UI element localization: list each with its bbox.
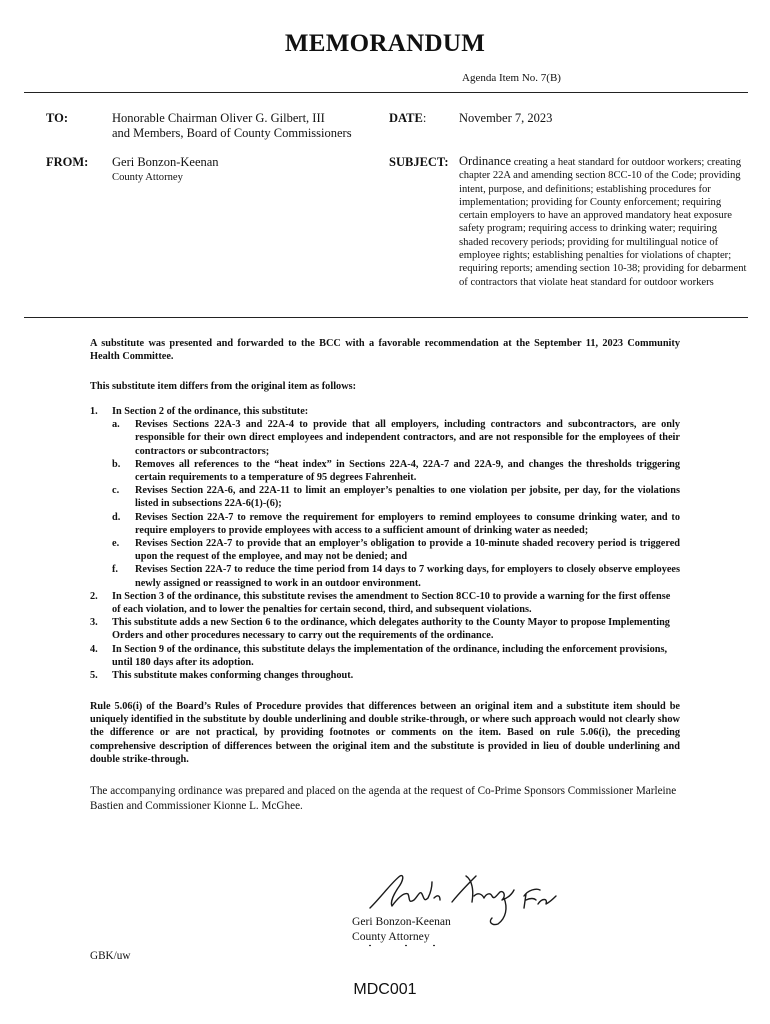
to-line-2: and Members, Board of County Commissioners [112,126,352,140]
header-divider [24,92,748,93]
from-name: Geri Bonzon-Keenan [112,155,219,169]
sub-item-text: Revises Section 22A-7 to provide that an employer’s obligation to provide a 10-minute shaded recovery period is triggered upon the request of the employee, and may not be denied; and [135,538,680,563]
date-label [389,111,426,126]
sub-item-text: Revises Sections 22A-3 and 22A-4 to provide that all employers, including contractors and subcontractors, are only responsible for their own direct employees and independent contractors, and are not responsible for the employees of their contractors or subcontractors; [135,419,680,457]
document-id: MDC001 [353,981,417,998]
typist-initials: GBK/uw [90,950,131,962]
list-item-number: 1. [90,406,98,417]
from-label: FROM: [46,155,89,169]
sub-item-letter: a. [112,419,120,431]
list-item [90,669,680,682]
sub-list-item [112,563,680,589]
date-label-colon: : [422,111,427,125]
subject-rest: creating a heat standard for outdoor workers; creating chapter 22A and amending section 8CC-10 of the Code; providing intent, purpose, and definitions; establishing procedures for implementation; providing for County enforcement; requiring certain employers to have an approved mandatory heat exposure safety program; requiring access to drinking water; requiring shaded recovery periods; providing for multilingual notice of employee rights; establishing penalties for violations of chapter; requiring reports; amending section 10-38; providing for debarment of contractors that violate heat standard for outdoor workers [459,157,747,288]
intro-paragraph: A substitute was presented and forwarded to the BCC with a favorable recommendation at the September 11, 2023 Community Health Committee. [90,338,680,363]
list-item-text: In Section 2 of the ordinance, this substitute: [112,406,309,417]
to-line-1: Honorable Chairman Oliver G. Gilbert, III [112,111,325,125]
date-label-text: DATE [389,111,423,125]
differences-heading: This substitute item differs from the original item as follows: [90,381,357,392]
to-label: TO: [46,111,68,125]
sub-list [112,418,680,590]
sub-item-letter: d. [112,511,121,523]
sub-list-item [112,484,680,510]
list-item [90,616,680,642]
differences-list [90,405,680,682]
sub-item-letter: e. [112,538,120,550]
list-item [90,405,680,590]
sub-item-letter: b. [112,458,121,470]
agenda-item-number: Agenda Item No. 7(B) [462,72,561,84]
subject-label: SUBJECT: [389,155,449,169]
sponsor-paragraph: The accompanying ordinance was prepared and placed on the agenda at the request of Co-Prime Sponsors Commissioner Marleine Bastien and Commissioner Kionne L. McGhee. [90,785,677,812]
sub-item-letter: c. [112,485,120,497]
sub-list-item [112,458,680,484]
sub-item-letter: f. [112,564,119,576]
to-recipients [112,111,382,141]
sub-item-text: Revises Section 22A-6, and 22A-11 to limit an employer’s penalties to one violation per jobsite, per day, for the violations listed in subsections 22A-6(1)-(6); [135,485,680,510]
signatory-title: County Attorney [352,930,430,943]
list-item-number: 5. [90,670,98,682]
list-item-number: 3. [90,617,98,629]
sub-item-text: Revises Section 22A-7 to remove the requirement for employers to remind employees to consume drinking water, and to require employers to provide employees with access to a sufficient amount of drinking water as needed; [135,511,680,536]
rule-5-06-paragraph: Rule 5.06(i) of the Board’s Rules of Procedure provides that differences between an original item and a substitute item should be uniquely identified in the substitute by double underlining and double strike-through, or where such approach would not clearly show the difference or are not practical, by providing footnotes or comments on the item. Based on rule 5.06(i), the preceding comprehensive description of differences between the original item and the substitute is provided in lieu of double underlining and double strike-through. [90,701,680,765]
sub-item-text: Removes all references to the “heat index” in Sections 22A-4, 22A-7 and 22A-9, and changes the thresholds triggering certain requirements to a temperature of 95 degrees Fahrenheit. [135,458,680,484]
sub-item-text: Revises Section 22A-7 to reduce the time period from 14 days to 7 working days, for employers to closely observe employees newly assigned or reassigned to work in an outdoor environment. [135,564,680,589]
subject-lead: Ordinance [459,154,512,168]
list-item-text: In Section 9 of the ordinance, this substitute delays the implementation of the ordinance, including the enforcement provisions, until 180 days after its adoption. [112,643,668,668]
sub-list-item [112,418,680,458]
list-item [90,643,680,669]
list-item-text: This substitute makes conforming changes throughout. [112,670,354,682]
scan-mark [367,944,437,947]
list-item-text: In Section 3 of the ordinance, this substitute revises the amendment to Section 8CC-10 to provide a warning for the first offense of each violation, and to lower the penalties for certain second, third, and subsequent violations. [112,590,671,616]
from-title: County Attorney [112,172,183,183]
list-item-text: This substitute adds a new Section 6 to the ordinance, which delegates authority to the County Mayor to propose Implementing Orders and other procedures necessary to carry out the requirements of the ordinance. [112,617,670,642]
date-value: November 7, 2023 [459,111,553,125]
subject-text [459,155,749,289]
memo-title: MEMORANDUM [284,30,486,57]
list-item-number: 2. [90,590,98,602]
signatory-name: Geri Bonzon-Keenan [352,915,451,928]
list-item-number: 4. [90,643,98,655]
list-item [90,590,680,616]
body-divider [24,317,748,318]
sub-list-item [112,537,680,563]
sub-list-item [112,511,680,537]
